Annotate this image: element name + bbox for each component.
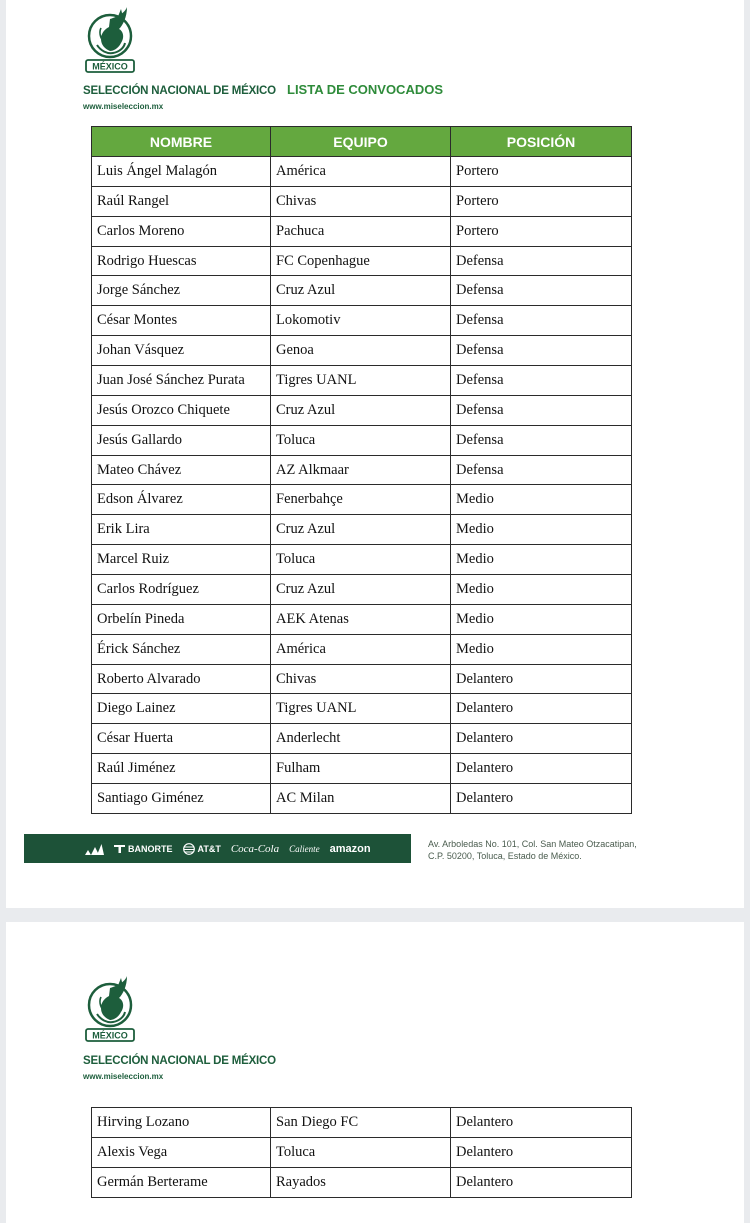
team-cell: Cruz Azul (271, 515, 451, 545)
player-name-cell: Rodrigo Huescas (92, 246, 271, 276)
team-cell: Tigres UANL (271, 366, 451, 396)
position-cell: Medio (451, 515, 632, 545)
adidas-icon (84, 842, 104, 856)
position-cell: Delantero (451, 664, 632, 694)
team-cell: Genoa (271, 336, 451, 366)
team-cell: Toluca (271, 425, 451, 455)
position-cell: Defensa (451, 306, 632, 336)
player-name-cell: Jorge Sánchez (92, 276, 271, 306)
position-cell: Medio (451, 575, 632, 605)
table-row (92, 186, 632, 216)
table-row (92, 1167, 632, 1197)
team-cell: Lokomotiv (271, 306, 451, 336)
player-name-cell: Mateo Chávez (92, 455, 271, 485)
roster-table (91, 126, 632, 814)
team-cell: AZ Alkmaar (271, 455, 451, 485)
position-cell: Delantero (451, 724, 632, 754)
player-name-cell: Hirving Lozano (92, 1108, 271, 1138)
player-name-cell: Jesús Orozco Chiquete (92, 395, 271, 425)
position-cell: Medio (451, 634, 632, 664)
federation-url: www.miseleccion.mx (83, 102, 164, 111)
team-cell: Toluca (271, 545, 451, 575)
team-cell: Cruz Azul (271, 276, 451, 306)
table-row (92, 784, 632, 814)
player-name-cell: César Huerta (92, 724, 271, 754)
player-name-cell: Alexis Vega (92, 1137, 271, 1167)
player-name-cell: Orbelín Pineda (92, 604, 271, 634)
team-cell: América (271, 634, 451, 664)
address-line-2: C.P. 50200, Toluca, Estado de México. (428, 851, 582, 861)
position-cell: Defensa (451, 246, 632, 276)
team-cell: FC Copenhague (271, 246, 451, 276)
svg-text:MÉXICO: MÉXICO (92, 1030, 128, 1041)
roster-table-continued (91, 1107, 632, 1198)
banorte-icon (114, 844, 125, 853)
table-row (92, 276, 632, 306)
team-cell: Fulham (271, 754, 451, 784)
sponsor-amazon: amazon (329, 842, 371, 855)
sponsor-cocacola: Coca-Cola (230, 842, 280, 855)
column-header-position: POSICIÓN (451, 127, 632, 157)
table-row (92, 664, 632, 694)
sponsor-banorte-label: BANORTE (128, 843, 173, 854)
team-cell: Toluca (271, 1137, 451, 1167)
player-name-cell: Roberto Alvarado (92, 664, 271, 694)
federation-url: www.miseleccion.mx (83, 1072, 164, 1081)
table-row (92, 1108, 632, 1138)
position-cell: Delantero (451, 1167, 632, 1197)
table-header-row (92, 127, 632, 157)
federation-address (428, 838, 637, 862)
team-cell: Rayados (271, 1167, 451, 1197)
player-name-cell: Carlos Rodríguez (92, 575, 271, 605)
player-name-cell: Carlos Moreno (92, 216, 271, 246)
position-cell: Medio (451, 604, 632, 634)
position-cell: Defensa (451, 455, 632, 485)
sponsor-caliente: Caliente (289, 843, 320, 854)
team-cell: AC Milan (271, 784, 451, 814)
table-row (92, 425, 632, 455)
table-row (92, 515, 632, 545)
position-cell: Delantero (451, 754, 632, 784)
sponsor-banorte (114, 844, 173, 854)
federation-name: SELECCIÓN NACIONAL DE MÉXICO (83, 85, 276, 97)
player-name-cell: Edson Álvarez (92, 485, 271, 515)
player-name-cell: Juan José Sánchez Purata (92, 366, 271, 396)
sponsor-att-label: AT&T (197, 843, 221, 854)
position-cell: Medio (451, 485, 632, 515)
federation-name: SELECCIÓN NACIONAL DE MÉXICO (83, 1055, 276, 1067)
position-cell: Portero (451, 157, 632, 187)
player-name-cell: Erik Lira (92, 515, 271, 545)
team-cell: San Diego FC (271, 1108, 451, 1138)
position-cell: Delantero (451, 1108, 632, 1138)
table-row (92, 634, 632, 664)
team-cell: Cruz Azul (271, 395, 451, 425)
player-name-cell: Germán Berterame (92, 1167, 271, 1197)
table-row (92, 545, 632, 575)
player-name-cell: Johan Vásquez (92, 336, 271, 366)
address-line-1: Av. Arboledas No. 101, Col. San Mateo Otzacatipan, (428, 839, 637, 849)
table-row (92, 754, 632, 784)
mexico-crest-icon (83, 5, 137, 75)
svg-text:MÉXICO: MÉXICO (92, 61, 128, 72)
position-cell: Defensa (451, 366, 632, 396)
table-row (92, 157, 632, 187)
player-name-cell: César Montes (92, 306, 271, 336)
table-row (92, 246, 632, 276)
document-page-2 (6, 922, 744, 1223)
position-cell: Delantero (451, 1137, 632, 1167)
table-row (92, 216, 632, 246)
sponsor-att (183, 843, 221, 855)
position-cell: Delantero (451, 784, 632, 814)
table-row (92, 336, 632, 366)
document-page-1 (6, 0, 744, 908)
position-cell: Defensa (451, 336, 632, 366)
att-globe-icon (183, 843, 195, 855)
column-header-name: NOMBRE (92, 127, 271, 157)
player-name-cell: Raúl Jiménez (92, 754, 271, 784)
team-cell: Anderlecht (271, 724, 451, 754)
team-cell: Chivas (271, 186, 451, 216)
table-row (92, 395, 632, 425)
player-name-cell: Santiago Giménez (92, 784, 271, 814)
position-cell: Portero (451, 186, 632, 216)
document-title: LISTA DE CONVOCADOS (287, 82, 444, 97)
position-cell: Defensa (451, 395, 632, 425)
team-cell: Pachuca (271, 216, 451, 246)
team-cell: AEK Atenas (271, 604, 451, 634)
sponsor-bar (24, 834, 411, 863)
team-cell: Tigres UANL (271, 694, 451, 724)
player-name-cell: Érick Sánchez (92, 634, 271, 664)
position-cell: Portero (451, 216, 632, 246)
table-row (92, 575, 632, 605)
team-cell: América (271, 157, 451, 187)
mexico-crest-icon (83, 974, 137, 1044)
table-row (92, 455, 632, 485)
table-row (92, 485, 632, 515)
team-cell: Fenerbahçe (271, 485, 451, 515)
player-name-cell: Marcel Ruiz (92, 545, 271, 575)
player-name-cell: Luis Ángel Malagón (92, 157, 271, 187)
position-cell: Delantero (451, 694, 632, 724)
table-row (92, 1137, 632, 1167)
player-name-cell: Diego Lainez (92, 694, 271, 724)
sponsor-adidas (84, 842, 104, 856)
position-cell: Defensa (451, 276, 632, 306)
position-cell: Defensa (451, 425, 632, 455)
column-header-team: EQUIPO (271, 127, 451, 157)
player-name-cell: Jesús Gallardo (92, 425, 271, 455)
table-row (92, 724, 632, 754)
table-row (92, 604, 632, 634)
team-cell: Cruz Azul (271, 575, 451, 605)
player-name-cell: Raúl Rangel (92, 186, 271, 216)
table-row (92, 306, 632, 336)
position-cell: Medio (451, 545, 632, 575)
table-row (92, 366, 632, 396)
table-row (92, 694, 632, 724)
team-cell: Chivas (271, 664, 451, 694)
